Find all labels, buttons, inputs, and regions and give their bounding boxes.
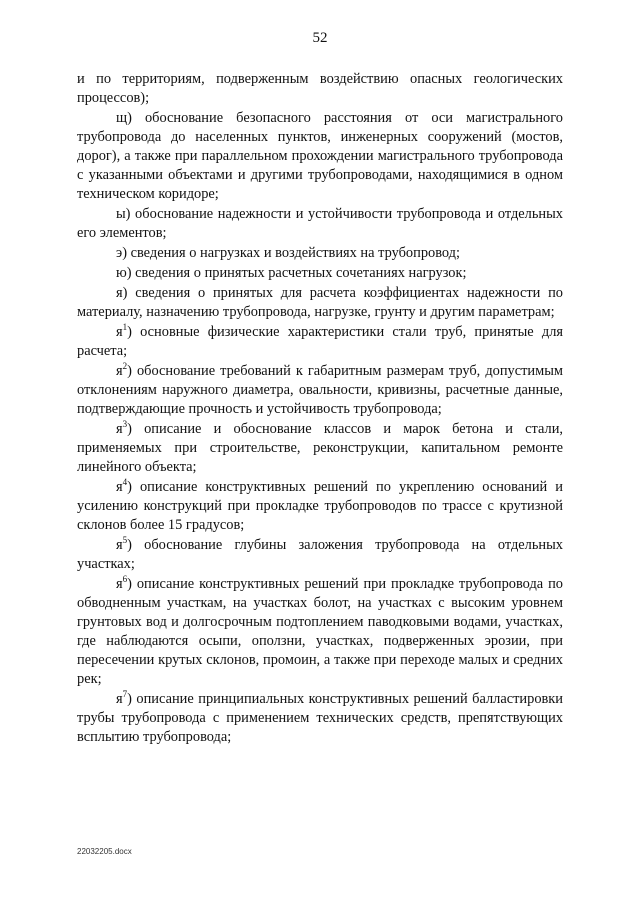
list-marker: я: [116, 285, 123, 301]
list-marker: ю: [116, 265, 127, 281]
paragraph-text: ) обоснование надежности и устойчивости трубопровода и отдельных его элементов;: [77, 206, 563, 241]
paragraph: [77, 690, 563, 747]
paragraph-text: ) сведения о нагрузках и воздействиях на трубопровод;: [122, 245, 461, 261]
list-marker: ы: [116, 206, 126, 222]
paragraph: [77, 323, 563, 361]
paragraph-text: ) обоснование требований к габаритным размерам труб, допустимым отклонениям наружного диаметра, овальности, кривизны, расчетные данные, подтверждающие прочность и устойчивость трубопровода;: [77, 363, 563, 417]
paragraph: [77, 70, 563, 108]
paragraph: [77, 284, 563, 322]
page-number: 52: [312, 30, 328, 46]
paragraph-text: ) обоснование безопасного расстояния от оси магистрального трубопровода до населенных пунктов, инженерных сооружений (мостов, дорог), а также при параллельном прохождении магистрального трубопровода с указанными объектами и другими трубопроводами, находящимися в одном техническом коридоре;: [77, 110, 563, 202]
paragraph-text: ) обоснование глубины заложения трубопровода на отдельных участках;: [77, 537, 563, 572]
paragraph-text: и по территориям, подверженным воздействию опасных геологических процессов);: [77, 71, 563, 106]
list-marker: я: [116, 537, 123, 553]
list-marker-superscript: 3: [122, 419, 128, 429]
paragraph-text: ) основные физические характеристики стали труб, принятые для расчета;: [77, 324, 563, 359]
paragraph: [77, 244, 563, 263]
list-marker: щ: [116, 110, 128, 126]
list-marker: я: [116, 324, 123, 340]
paragraph: [77, 536, 563, 574]
list-marker: я: [116, 576, 123, 592]
paragraph: [77, 205, 563, 243]
paragraph: [77, 575, 563, 689]
list-marker-superscript: 1: [122, 322, 128, 332]
paragraph-text: ) описание принципиальных конструктивных решений балластировки трубы трубопровода с применением технических средств, препятствующих всплытию трубопровода;: [77, 691, 563, 745]
list-marker-superscript: 5: [122, 535, 128, 545]
paragraph-text: ) сведения о принятых расчетных сочетаниях нагрузок;: [126, 265, 467, 281]
list-marker: э: [116, 245, 123, 261]
document-filename-footer: 22032205.docx: [77, 847, 132, 856]
paragraph: [77, 478, 563, 535]
list-marker-superscript: 7: [122, 689, 128, 699]
paragraph-text: ) описание конструктивных решений по укреплению оснований и усилению конструкций при прокладке трубопроводов по трассе с крутизной склонов более 15 градусов;: [77, 479, 563, 533]
list-marker: я: [116, 421, 123, 437]
paragraph-text: ) описание и обоснование классов и марок бетона и стали, применяемых при строительстве, реконструкции, капитальном ремонте линейного объекта;: [77, 421, 563, 475]
paragraph: [77, 109, 563, 204]
list-marker-superscript: 2: [122, 361, 128, 371]
paragraph-text: ) описание конструктивных решений при прокладке трубопровода по обводненным участкам, на участках болот, на участках с высоким уровнем грунтовых вод и долгосрочным подтоплением паводковыми водами, участках, где наблюдаются осыпи, оползни, участках, подверженных эрозии, при пересечении крутых склонов, промоин, а также при переходе малых и средних рек;: [77, 576, 563, 687]
list-marker-superscript: 6: [122, 574, 128, 584]
list-marker: я: [116, 691, 123, 707]
paragraph: [77, 362, 563, 419]
list-marker-superscript: 4: [122, 477, 128, 487]
list-marker: я: [116, 479, 123, 495]
paragraph-text: ) сведения о принятых для расчета коэффициентах надежности по материалу, назначению трубопровода, нагрузке, грунту и другим параметрам;: [77, 285, 563, 320]
paragraph: [77, 264, 563, 283]
list-marker: я: [116, 363, 123, 379]
paragraph: [77, 420, 563, 477]
document-body: [77, 70, 563, 747]
